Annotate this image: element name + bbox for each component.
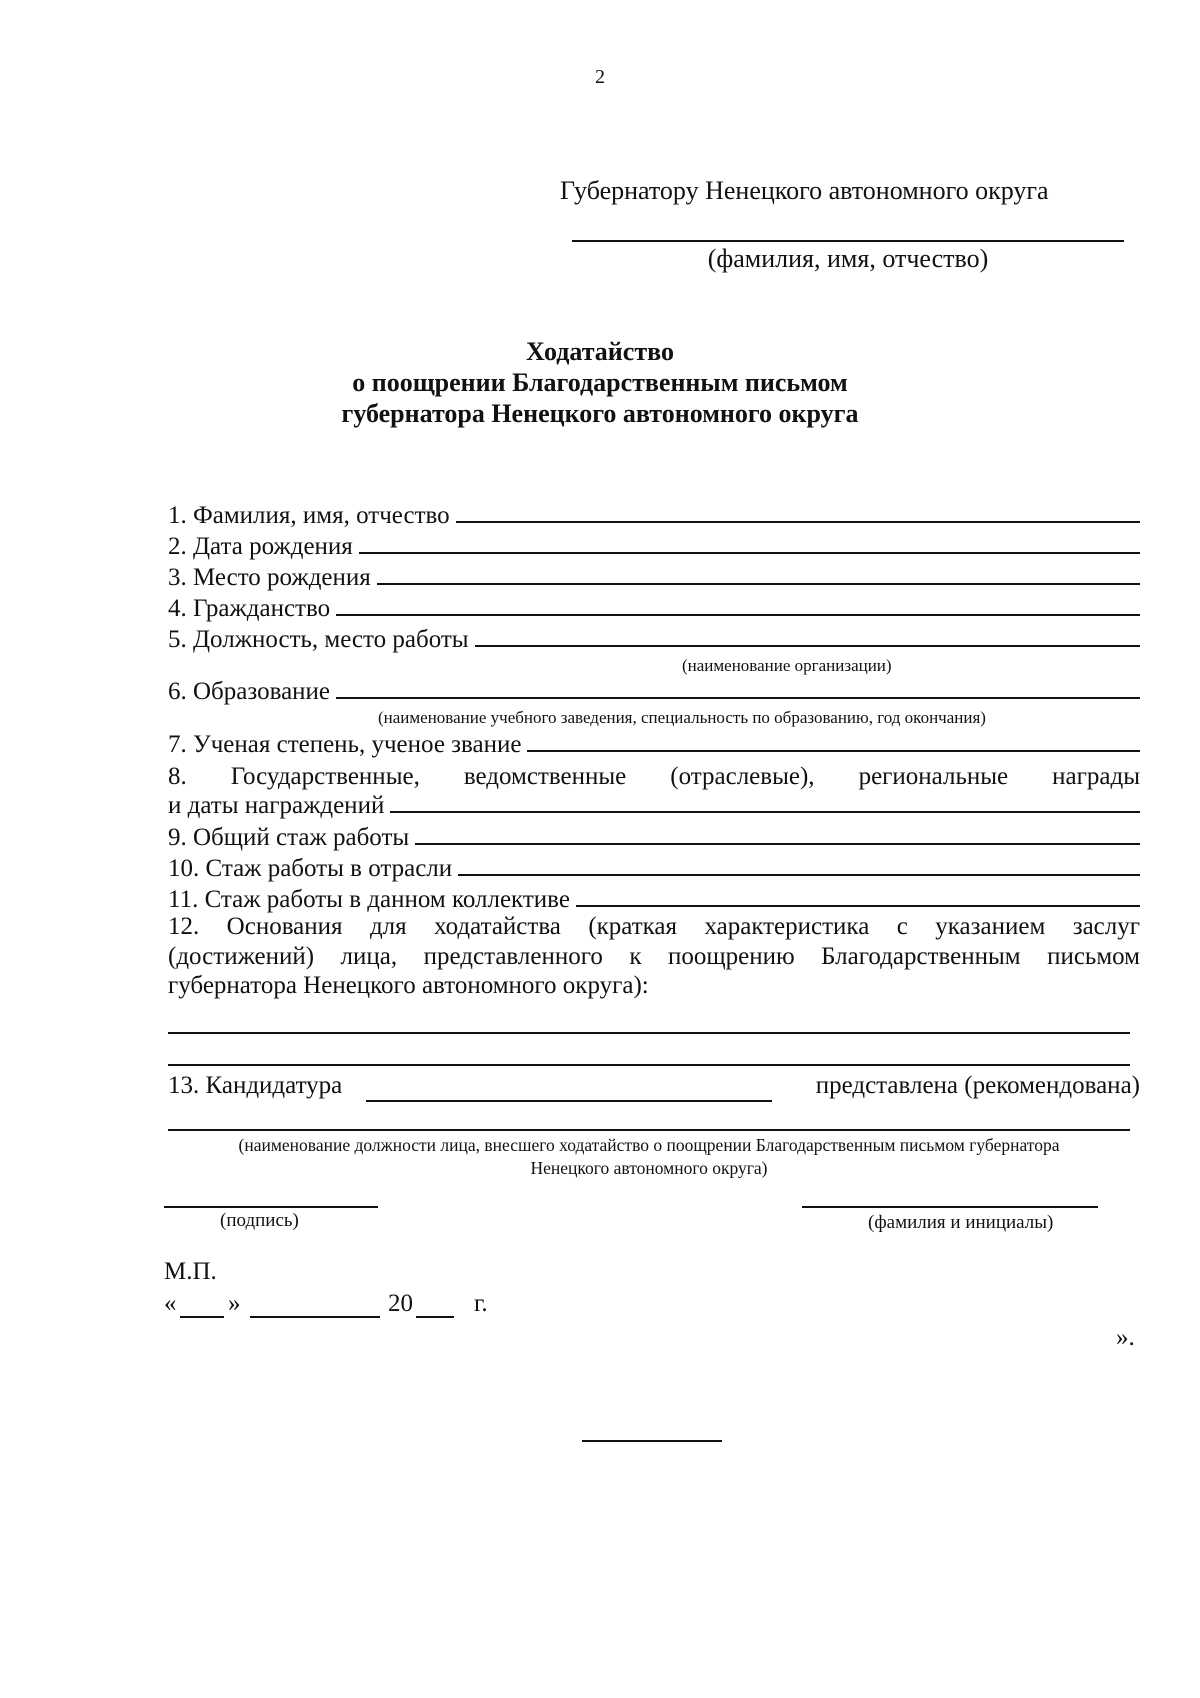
field-label: 6. Образование xyxy=(168,678,331,705)
field-label: 2. Дата рождения xyxy=(168,533,353,560)
month-blank[interactable] xyxy=(250,1316,380,1318)
full-name-blank[interactable] xyxy=(456,519,1140,523)
recommender-hint-2: Ненецкого автономного округа) xyxy=(530,1158,768,1178)
candidate-tail: представлена (рекомендована) xyxy=(815,1072,1140,1099)
awards-blank[interactable] xyxy=(390,809,1140,813)
field-birth-date xyxy=(168,533,1140,561)
field-team-experience xyxy=(168,886,1140,914)
field-label: 11. Стаж работы в данном коллективе xyxy=(168,886,570,913)
name-blank[interactable] xyxy=(802,1206,1098,1208)
field-education xyxy=(168,678,1140,706)
position-blank[interactable] xyxy=(475,643,1140,647)
candidate-blank[interactable] xyxy=(366,1100,772,1102)
date-close-quote: » xyxy=(228,1290,241,1317)
birth-place-blank[interactable] xyxy=(377,581,1140,585)
field-industry-experience xyxy=(168,855,1140,883)
addressee-caption: (фамилия, имя, отчество) xyxy=(707,244,989,273)
field-awards xyxy=(168,792,1140,820)
year-blank[interactable] xyxy=(416,1316,454,1318)
date-open-quote: « xyxy=(164,1290,177,1317)
addressee-blank[interactable] xyxy=(572,240,1124,242)
title-line-3: губернатора Ненецкого автономного округа xyxy=(341,399,859,428)
field-label: 4. Гражданство xyxy=(168,595,331,622)
education-hint: (наименование учебного заведения, специальность по образованию, год окончания) xyxy=(378,708,986,727)
candidate-label: 13. Кандидатура xyxy=(168,1072,343,1099)
page-number: 2 xyxy=(595,66,605,88)
team-experience-blank[interactable] xyxy=(576,903,1140,907)
name-caption: (фамилия и инициалы) xyxy=(868,1212,1054,1233)
field-grounds-line2: (достижений) лица, представленного к поощрению Благодарственным письмом xyxy=(168,943,1140,970)
position-hint: (наименование организации) xyxy=(682,656,892,675)
education-blank[interactable] xyxy=(336,695,1140,699)
document-title xyxy=(0,336,1200,429)
signature-blank[interactable] xyxy=(164,1206,378,1208)
field-label: 1. Фамилия, имя, отчество xyxy=(168,502,450,529)
birth-date-blank[interactable] xyxy=(359,550,1140,554)
field-citizenship xyxy=(168,595,1140,623)
recommender-blank[interactable] xyxy=(168,1129,1130,1131)
degree-blank[interactable] xyxy=(527,748,1140,752)
closing-quote: ». xyxy=(1116,1324,1135,1351)
grounds-blank-2[interactable] xyxy=(168,1064,1130,1066)
field-label: 5. Должность, место работы xyxy=(168,626,469,653)
field-birth-place xyxy=(168,564,1140,592)
field-full-name xyxy=(168,502,1140,530)
field-grounds-line1: 12. Основания для ходатайства (краткая характеристика с указанием заслуг xyxy=(168,913,1140,940)
day-blank[interactable] xyxy=(180,1316,224,1318)
signature-caption: (подпись) xyxy=(220,1210,299,1231)
field-label: и даты награждений xyxy=(168,792,385,819)
recommender-hint-1: (наименование должности лица, внесшего ходатайство о поощрении Благодарственным письмом губернатора xyxy=(238,1135,1060,1155)
field-total-experience xyxy=(168,824,1140,852)
field-position xyxy=(168,626,1140,654)
year-prefix: 20 xyxy=(388,1290,413,1317)
field-awards-line1: 8. Государственные, ведомственные (отраслевые), региональные награды xyxy=(168,763,1140,790)
title-line-1: Ходатайство xyxy=(526,337,674,366)
grounds-blank-1[interactable] xyxy=(168,1032,1130,1034)
field-label: 9. Общий стаж работы xyxy=(168,824,410,851)
citizenship-blank[interactable] xyxy=(336,612,1140,616)
end-divider xyxy=(582,1440,722,1442)
addressee-line: Губернатору Ненецкого автономного округа xyxy=(560,176,1049,205)
field-label: 3. Место рождения xyxy=(168,564,371,591)
industry-experience-blank[interactable] xyxy=(458,872,1140,876)
stamp-label: М.П. xyxy=(164,1258,217,1285)
year-suffix: г. xyxy=(474,1290,488,1317)
field-grounds-line3: губернатора Ненецкого автономного округа): xyxy=(168,972,649,999)
field-label: 10. Стаж работы в отрасли xyxy=(168,855,453,882)
field-degree xyxy=(168,731,1140,759)
title-line-2: о поощрении Благодарственным письмом xyxy=(352,368,848,397)
total-experience-blank[interactable] xyxy=(415,841,1140,845)
field-label: 7. Ученая степень, ученое звание xyxy=(168,731,522,758)
